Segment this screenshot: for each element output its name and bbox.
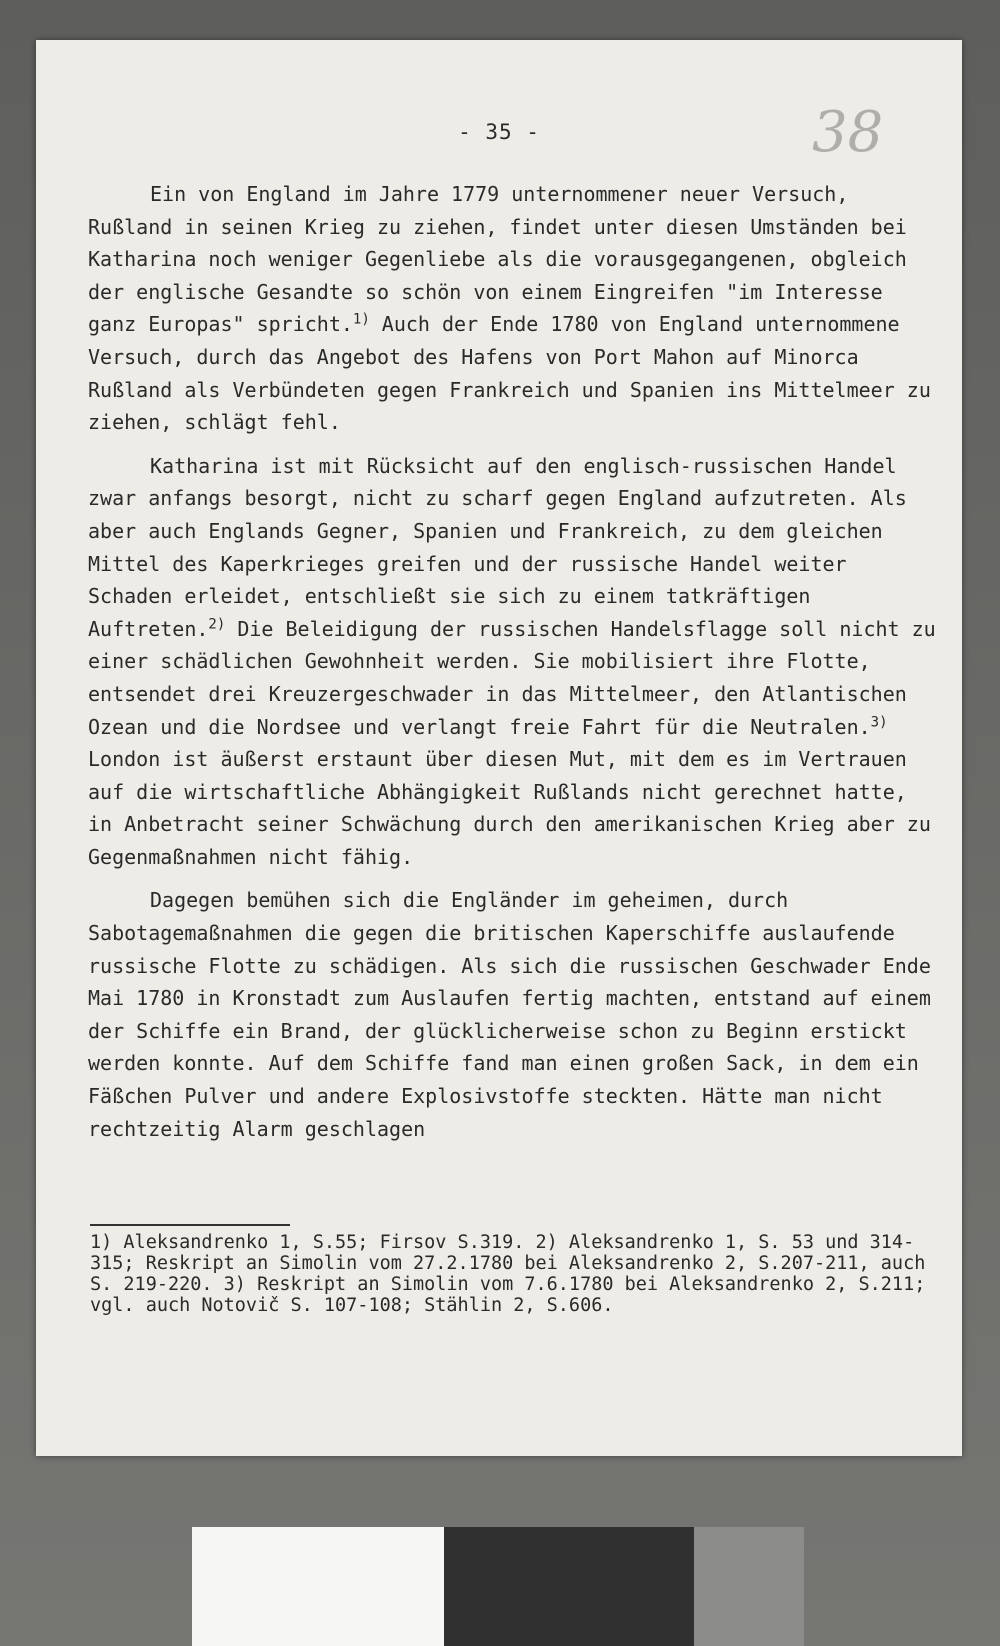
paragraph-1-text-cont: Auch der Ende 1780 von England unternommene Versuch, durch das Angebot des Hafens von Port Mahon auf Minorca Rußland als Verbündeten gegen Frankreich und Spanien ins Mittelmeer zu ziehen, schlägt fehl. — [88, 312, 931, 435]
footnotes — [90, 1232, 930, 1316]
paragraph-1 — [88, 178, 936, 439]
typescript-page — [36, 40, 962, 1456]
paragraph-2-text-cont: Die Beleidigung der russischen Handelsflagge soll nicht zu einer schädlichen Gewohnheit werden. Sie mobilisiert ihre Flotte, entsendet drei Kreuzergeschwader in das Mittelmeer, den Atlantischen Ozean und die Nordsee und verlangt freie Fahrt für die Neutralen. — [88, 616, 936, 739]
paragraph-2-text-end: London ist äußerst erstaunt über diesen Mut, mit dem es im Vertrauen auf die wirtschaftliche Abhängigkeit Rußlands nicht gerechnet hatte, in Anbetracht seiner Schwächung durch den amerikanischen Krieg aber zu Gegenmaßnahmen nicht fähig. — [88, 747, 931, 869]
calibration-strip-gray — [694, 1527, 804, 1646]
page-number: - 35 - — [458, 120, 540, 144]
footnote-text: 1) Aleksandrenko 1, S.55; Firsov S.319. 2) Aleksandrenko 1, S. 53 und 314-315; Reskript an Simolin vom 27.2.1780 bei Aleksandrenko 2, S.207-211, auch S. 219-220. 3) Reskript an Simolin vom 7.6.1780 bei Aleksandrenko 2, S.211; vgl. auch Notovič S. 107-108; Stählin 2, S.606. — [90, 1232, 926, 1316]
paragraph-3-text: Dagegen bemühen sich die Engländer im geheimen, durch Sabotagemaßnahmen die gegen die britischen Kaperschiffe auslaufende russische Flotte zu schädigen. Als sich die russischen Geschwader Ende Mai 1780 in Kronstadt zum Auslaufen fertig machten, entstand auf einem der Schiffe ein Brand, der glücklicherweise schon zu Beginn erstickt werden konnte. Auf dem Schiffe fand man einen großen Sack, in dem ein Fäßchen Pulver und andere Explosivstoffe steckten. Hätte man nicht rechtzeitig Alarm geschlagen — [88, 888, 931, 1141]
footnote-divider — [90, 1224, 290, 1226]
calibration-strip-white — [192, 1527, 444, 1646]
calibration-strip-black — [444, 1527, 694, 1646]
paragraph-2 — [88, 450, 936, 874]
paragraph-3 — [88, 884, 936, 1145]
footnote-ref-1: 1) — [352, 311, 370, 328]
paragraph-2-text: Katharina ist mit Rücksicht auf den englisch-russischen Handel zwar anfangs besorgt, nicht zu scharf gegen England aufzutreten. Als aber auch Englands Gegner, Spanien und Frankreich, zu dem gleichen Mittel des Kaperkrieges greifen und der russische Handel weiter Schaden erleidet, entschließt sie sich zu einem tatkräftigen Auftreten. — [88, 453, 907, 641]
paragraph-1-text: Ein von England im Jahre 1779 unternommener neuer Versuch, Rußland in seinen Krieg zu ziehen, findet unter diesen Umständen bei Katharina noch weniger Gegenliebe als die vorausgegangenen, obgleich der englische Gesandte so schön von einem Eingreifen "im Interesse ganz Europas" spricht. — [88, 182, 907, 337]
footnote-ref-2: 2) — [208, 616, 226, 633]
handwritten-folio-number: 38 — [812, 100, 884, 165]
body-text — [88, 178, 936, 1156]
footnote-ref-3: 3) — [870, 713, 888, 730]
